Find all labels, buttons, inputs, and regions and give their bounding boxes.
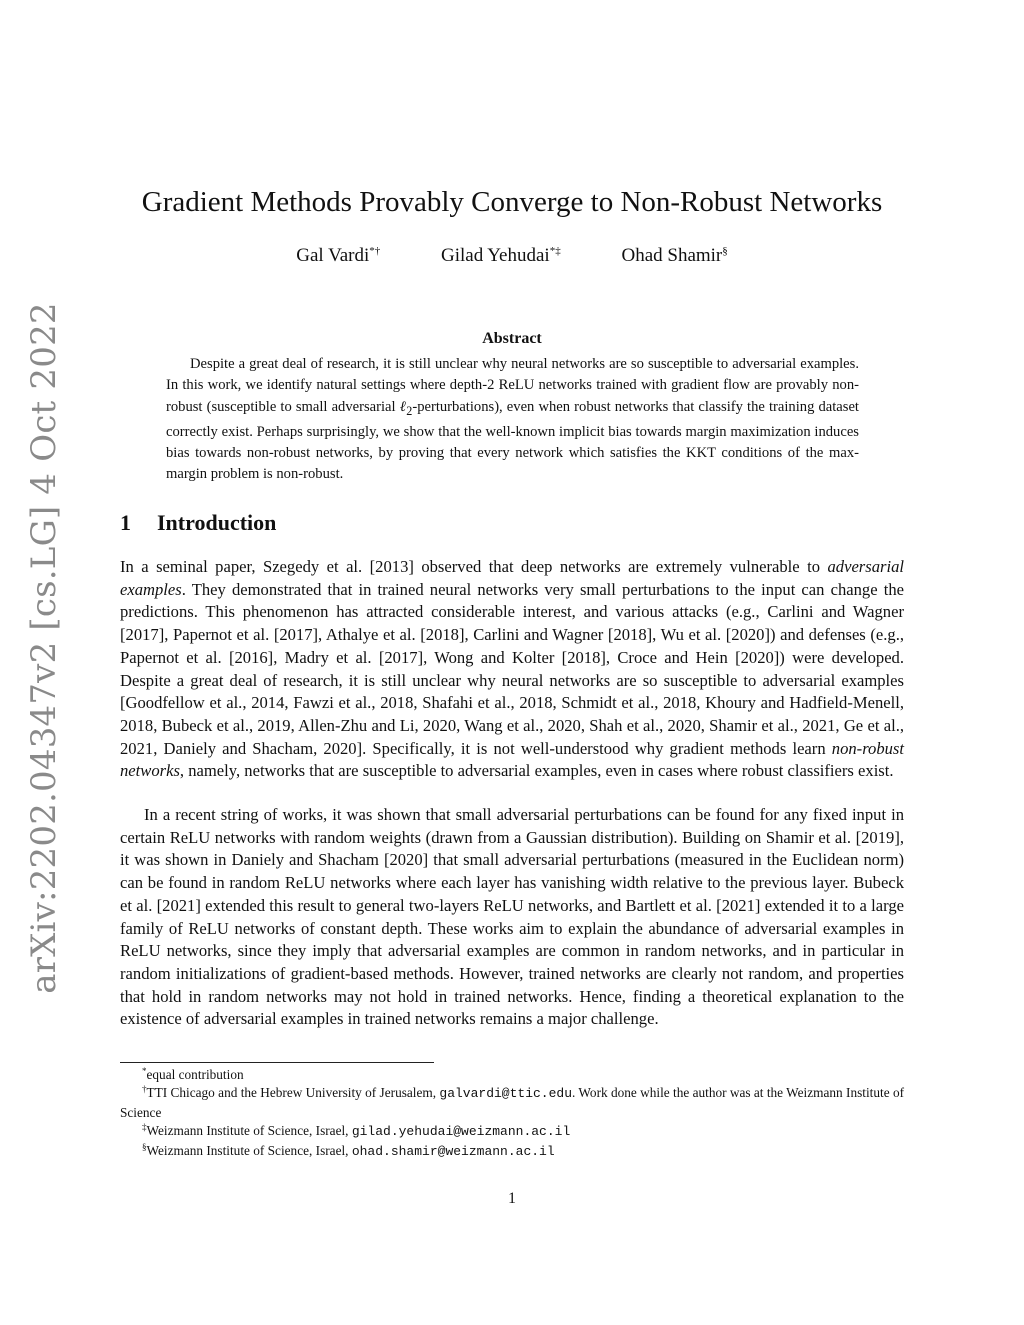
footnote-affiliation-vardi — [120, 1084, 904, 1122]
abstract-text — [166, 354, 859, 486]
abstract-text-part: -perturbations), even when robust networks that classify the training dataset correctly exist. Perhaps surprisingly, we show that the well-known implicit bias towards margin maximization induces bias towards non-robust networks, by proving that every network which satisfies the KKT conditions of the max-margin problem is non-robust. — [166, 398, 859, 483]
author-gilad-yehudai — [441, 244, 561, 268]
introduction-paragraph-1 — [120, 556, 904, 783]
introduction-paragraph-2: In a recent string of works, it was shown that small adversarial perturbations can be found for any fixed input in certain ReLU networks with random weights (drawn from a Gaussian distribution). Building on Shamir et al. [2019], it was shown in Daniely and Shacham [2020] that small adversarial perturbations (measured in the Euclidean norm) can be found in random ReLU networks where each layer has vanishing width relative to the previous layer. Bubeck et al. [2021] extended this result to general two-layers ReLU networks, and Bartlett et al. [2021] extended it to a large family of ReLU networks of constant depth. These works aim to explain the abundance of adversarial examples in ReLU networks, since they imply that adversarial examples are common in random networks, and in particular in random initializations of gradient-based methods. However, trained networks are clearly not random, and properties that hold in random networks may not hold in trained networks. Hence, finding a theoretical explanation to the existence of adversarial examples in trained networks remains a major challenge. — [120, 805, 904, 1029]
author-name: Gilad Yehudai — [440, 245, 550, 266]
author-ohad-shamir — [621, 244, 727, 268]
footnote-text: TTI Chicago and the Hebrew University of Jerusalem, — [146, 1085, 440, 1101]
section-title: Introduction — [157, 510, 277, 535]
author-name: Ohad Shamir — [621, 245, 723, 266]
email-link[interactable]: ohad.shamir@weizmann.ac.il — [351, 1143, 555, 1159]
author-list — [0, 244, 1024, 268]
abstract-heading: Abstract — [482, 330, 542, 347]
arxiv-identifier-stamp: arXiv:2202.04347v2 [cs.LG] 4 Oct 2022 — [24, 302, 64, 994]
author-gal-vardi — [296, 244, 380, 268]
footnote-text: equal contribution — [146, 1067, 244, 1082]
footnote-equal-contribution — [120, 1066, 904, 1084]
section-heading-introduction — [120, 509, 276, 537]
footnote-text: Weizmann Institute of Science, Israel, — [146, 1123, 352, 1139]
paragraph-text: , namely, networks that are susceptible to adversarial examples, even in cases where robust classifiers exist. — [179, 761, 894, 781]
email-link[interactable]: gilad.yehudai@weizmann.ac.il — [351, 1124, 571, 1140]
section-number: 1 — [120, 510, 131, 535]
email-link[interactable]: galvardi@ttic.edu — [439, 1086, 573, 1102]
author-name: Gal Vardi — [296, 245, 370, 266]
paragraph-text: In a seminal paper, Szegedy et al. [2013] observed that deep networks are extremely vulnerable to — [120, 557, 828, 576]
paragraph-text: . They demonstrated that in trained neural networks very small perturbations to the input can change the predictions. This phenomenon has attracted considerable interest, and various attacks (e.g., Carlini and Wagner [2017], Papernot et al. [2017], Athalye et al. [2018], Carlini and Wagner [2018], Wu et al. [2020]) and defenses (e.g., Papernot et al. [2016], Madry et al. [2017], Wong and Kolter [2018], Croce and Hein [2020]) were developed. Despite a great deal of research, it is still unclear why neural networks are so susceptible to adversarial examples [Goodfellow et al., 2014, Fawzi et al., 2018, Shafahi et al., 2018, Schmidt et al., 2018, Khoury and Hadfield-Menell, 2018, Bubeck et al., 2019, Allen-Zhu and Li, 2020, Wang et al., 2020, Shah et al., 2020, Shamir et al., 2021, Ge et al., 2021, Daniely and Shacham, 2020]. Specifically, it is not well-understood why gradient methods learn — [120, 579, 904, 758]
emphasized-term: adversarial examples — [120, 557, 904, 599]
footnote-mark: * — [142, 1066, 147, 1076]
footnote-mark: † — [142, 1084, 147, 1095]
footnote-affiliation-shamir — [120, 1142, 904, 1161]
author-affiliation-marks: *‡ — [549, 245, 561, 257]
footnote-text: . Work done while the author was at the Weizmann Institute of Science — [120, 1085, 905, 1120]
footnote-divider — [120, 1062, 434, 1063]
footnote-mark: § — [142, 1141, 147, 1152]
footnote-mark: ‡ — [142, 1122, 147, 1133]
footnote-text: Weizmann Institute of Science, Israel, — [146, 1142, 352, 1158]
author-affiliation-marks: § — [722, 245, 728, 257]
footnotes — [120, 1066, 904, 1161]
footnote-affiliation-yehudai — [120, 1122, 904, 1141]
emphasized-term: non-robust networks — [120, 738, 904, 781]
abstract-text-part: Despite a great deal of research, it is still unclear why neural networks are so susceptible to adversarial examples. In this work, we identify natural settings where depth-2 ReLU networks trained with gradient flow are provably non-robust (susceptible to small adversarial — [166, 356, 859, 415]
math-subscript: 2 — [406, 403, 413, 418]
author-affiliation-marks: *† — [369, 245, 381, 257]
math-ell-symbol: ℓ — [399, 398, 407, 415]
paper-title: Gradient Methods Provably Converge to Non-Robust Networks — [141, 186, 883, 218]
page-number: 1 — [508, 1190, 516, 1207]
